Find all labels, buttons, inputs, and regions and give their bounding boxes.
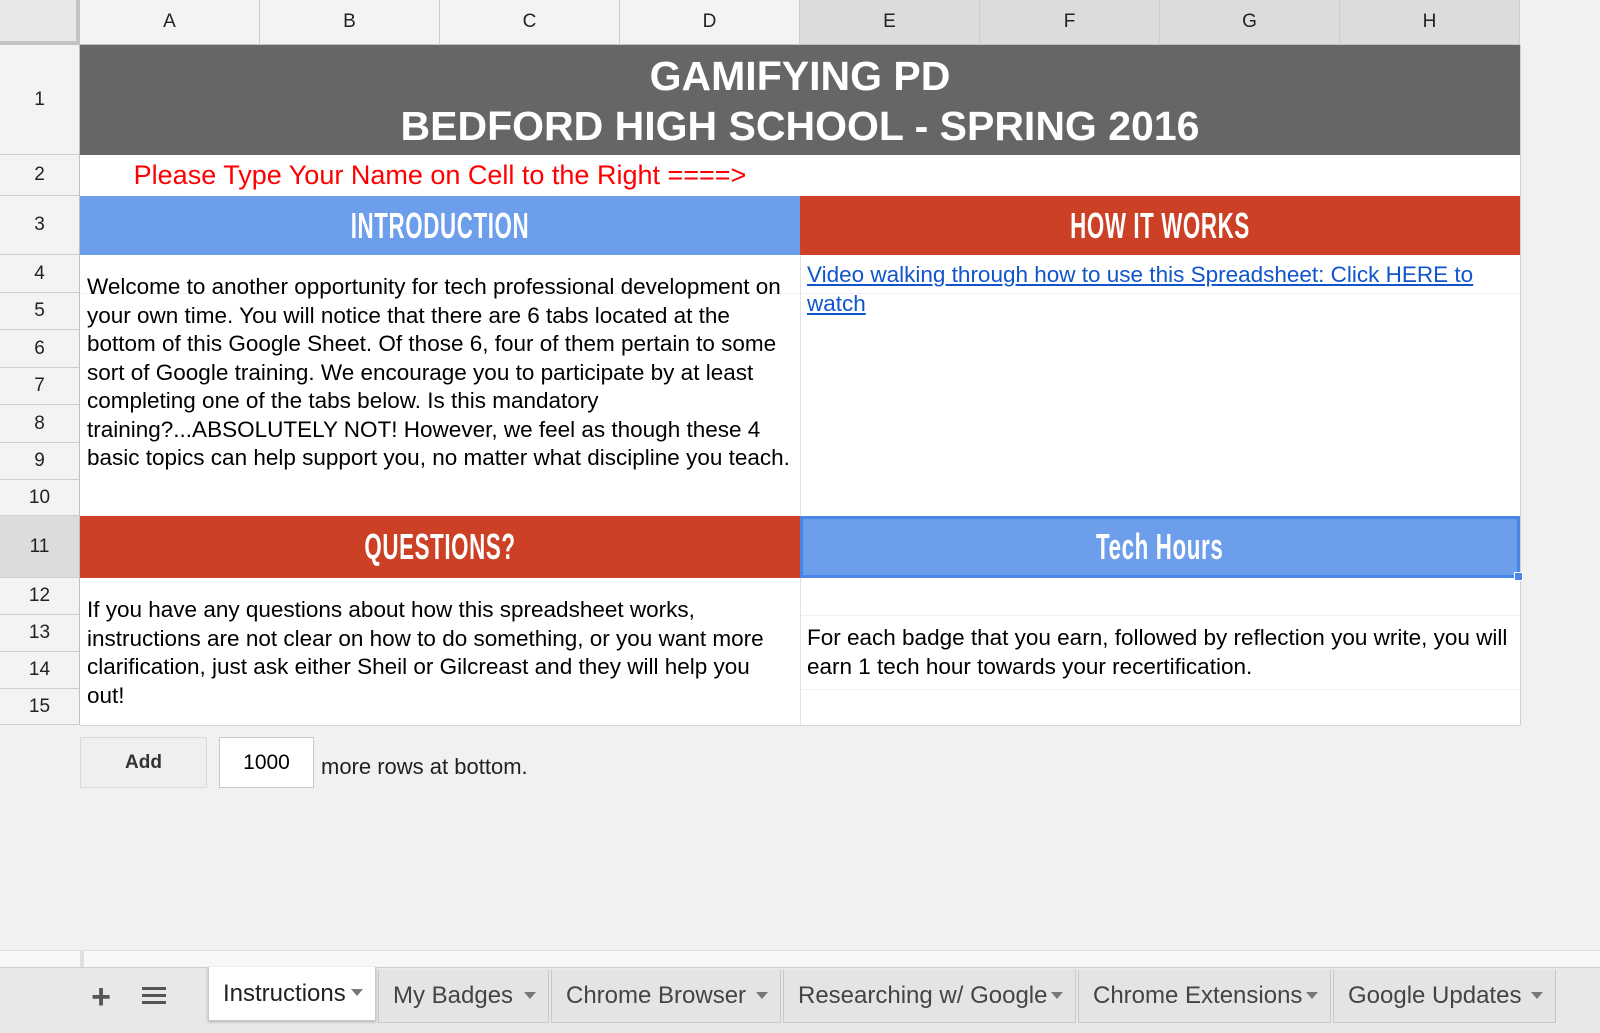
- tab-label: Instructions: [223, 979, 346, 1007]
- tab-label: Chrome Extensions: [1093, 982, 1303, 1009]
- column-header-h[interactable]: H: [1340, 0, 1520, 45]
- grid-line: [80, 725, 1520, 726]
- add-rows-button[interactable]: Add: [80, 737, 207, 788]
- row-header-14[interactable]: 14: [0, 652, 80, 689]
- tab-google-updates[interactable]: [1333, 970, 1556, 1023]
- tech-hours-text-cell[interactable]: For each badge that you earn, followed by reflection you write, you will earn 1 tech hour towards your recertification.: [807, 625, 1508, 679]
- tab-label: Chrome Browser: [566, 982, 747, 1009]
- chevron-down-icon[interactable]: [1306, 992, 1318, 999]
- title-cell[interactable]: [80, 45, 1520, 155]
- chevron-down-icon[interactable]: [1531, 992, 1543, 999]
- grid-line: [1520, 45, 1521, 725]
- column-header-g[interactable]: G: [1160, 0, 1340, 45]
- tab-chrome-extensions[interactable]: [1078, 970, 1331, 1023]
- select-all-corner[interactable]: [0, 0, 80, 45]
- horizontal-scrollbar[interactable]: [0, 950, 1600, 967]
- name-input-cell[interactable]: [800, 155, 1520, 196]
- title-line-1: GAMIFYING PD: [649, 53, 951, 99]
- chevron-down-icon[interactable]: [1051, 992, 1063, 999]
- add-rows-label: more rows at bottom.: [321, 754, 528, 779]
- row-header-1[interactable]: 1: [0, 45, 80, 155]
- row-header-8[interactable]: 8: [0, 405, 80, 443]
- plus-icon[interactable]: +: [91, 977, 111, 1016]
- tab-researching-w-google[interactable]: [783, 970, 1076, 1023]
- video-link[interactable]: Video walking through how to use this Spreadsheet: Click HERE to watch: [807, 262, 1474, 316]
- row-header-3[interactable]: 3: [0, 196, 80, 255]
- column-header-d[interactable]: D: [620, 0, 800, 45]
- column-header-b[interactable]: B: [260, 0, 440, 45]
- add-rows-count-input[interactable]: 1000: [219, 737, 314, 788]
- column-header-e[interactable]: E: [800, 0, 980, 45]
- how-it-works-heading: HOW IT WORKS: [1070, 204, 1250, 246]
- row-header-15[interactable]: 15: [0, 689, 80, 725]
- tab-label: Researching w/ Google: [798, 982, 1048, 1009]
- fill-handle[interactable]: [1514, 572, 1523, 581]
- grid-line: [800, 689, 1520, 690]
- questions-heading: QUESTIONS?: [364, 526, 516, 567]
- name-prompt-cell[interactable]: Please Type Your Name on Cell to the Right ====>: [80, 155, 800, 196]
- column-header-c[interactable]: C: [440, 0, 620, 45]
- how-it-works-banner[interactable]: [800, 196, 1520, 255]
- tab-chrome-browser[interactable]: [551, 970, 781, 1023]
- title-line-2: BEDFORD HIGH SCHOOL - SPRING 2016: [400, 103, 1200, 149]
- column-header-f[interactable]: F: [980, 0, 1160, 45]
- row-header-10[interactable]: 10: [0, 480, 80, 516]
- tab-my-badges[interactable]: [378, 970, 549, 1023]
- row-header-11[interactable]: 11: [0, 516, 80, 578]
- grid-line: [800, 615, 1520, 616]
- row-header-12[interactable]: 12: [0, 578, 80, 615]
- row-header-13[interactable]: 13: [0, 615, 80, 652]
- tech-hours-heading: Tech Hours: [1096, 526, 1224, 567]
- tab-label: My Badges: [393, 982, 514, 1009]
- chevron-down-icon[interactable]: [524, 992, 536, 999]
- how-it-works-cell[interactable]: [807, 261, 1513, 318]
- chevron-down-icon[interactable]: [756, 992, 768, 999]
- cell-selection-outline: [800, 516, 1520, 578]
- row-header-5[interactable]: 5: [0, 293, 80, 330]
- tab-label: Google Updates: [1348, 982, 1522, 1009]
- row-header-6[interactable]: 6: [0, 330, 80, 368]
- row-header-4[interactable]: 4: [0, 255, 80, 293]
- chevron-down-icon[interactable]: [351, 989, 363, 996]
- tab-instructions[interactable]: [208, 967, 376, 1021]
- row-header-7[interactable]: 7: [0, 368, 80, 405]
- row-header-2[interactable]: 2: [0, 155, 80, 196]
- questions-banner[interactable]: [80, 516, 800, 578]
- introduction-heading: INTRODUCTION: [350, 204, 530, 246]
- introduction-banner[interactable]: [80, 196, 800, 255]
- row-header-9[interactable]: 9: [0, 443, 80, 480]
- introduction-text-cell[interactable]: Welcome to another opportunity for tech professional development on your own time. You will notice that there are 6 tabs located at the bottom of this Google Sheet. Of those 6, four of them pertain to some sort of Google training. We encourage you to participate by at least completing one of the tabs below. Is this mandatory training?...ABSOLUTELY NOT! However, we feel as though these 4 basic topics can help support you, no matter what discipline you teach.: [87, 274, 790, 470]
- scrollbar-divider: [80, 950, 84, 967]
- questions-text-cell[interactable]: If you have any questions about how this spreadsheet works, instructions are not clear on how to do something, or you want more clarification, just ask either Sheil or Gilcreast and they will help you out!: [87, 597, 764, 708]
- list-icon[interactable]: [142, 987, 166, 1007]
- column-header-a[interactable]: A: [80, 0, 260, 45]
